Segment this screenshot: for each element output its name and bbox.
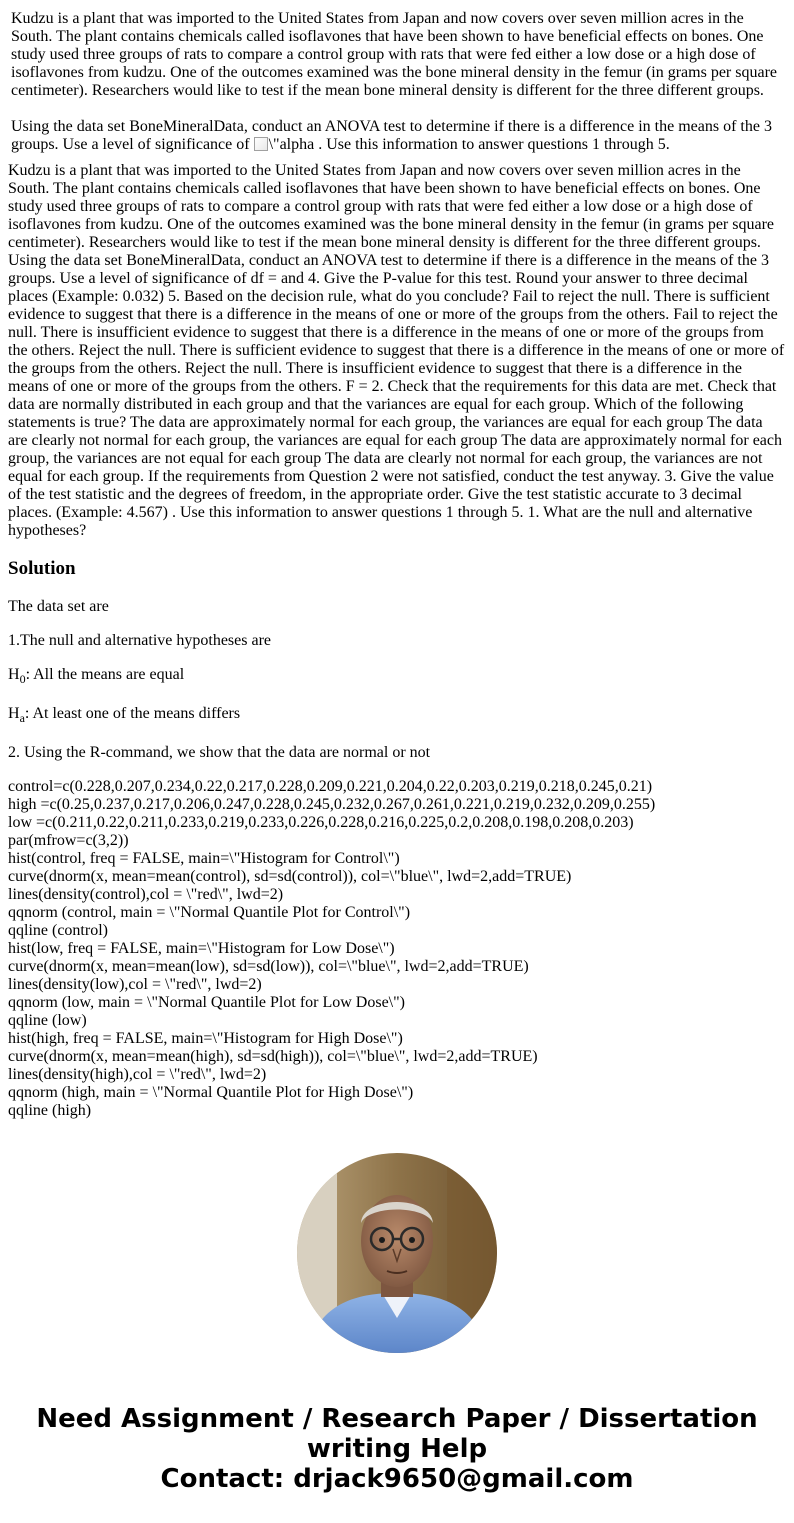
code-line: curve(dnorm(x, mean=mean(high), sd=sd(high)), col=\"blue\", lwd=2,add=TRUE)	[8, 1048, 538, 1065]
code-line: qqnorm (high, main = \"Normal Quantile Plot for High Dose\")	[8, 1084, 414, 1101]
code-line: curve(dnorm(x, mean=mean(control), sd=sd(control)), col=\"blue\", lwd=2,add=TRUE)	[8, 868, 572, 885]
question-full-text: Kudzu is a plant that was imported to the United States from Japan and now covers over seven million acres in the South. The plant contains chemicals called isoflavones that have been shown to have beneficial effects on bones. One study used three groups of rats to compare a control group with rats that were fed either a low dose or a high dose of isoflavones from kudzu. One of the outcomes examined was the bone mineral density in the femur (in grams per square centimeter). Researchers would like to test if the mean bone mineral density is different for the three different groups. Using the data set BoneMineralData, conduct an ANOVA test to determine if there is a difference in the means of the 3 groups. Use a level of significance of df = and 4. Give the P-value for this test. Round your answer to three decimal places (Example: 0.032) 5. Based on the decision rule, what do you conclude? Fail to reject the null. There is sufficient evidence to suggest that there is a difference in the means of one or more of the groups from the others. Fail to reject the null. There is insufficient evidence to suggest that there is a difference in the means of one or more of the groups from the others. Reject the null. There is sufficient evidence to suggest that there is a difference in the means of one or more of the groups from the others. Reject the null. There is insufficient evidence to suggest that there is a difference in the means of one or more of the groups from the others. F = 2. Check that the requirements for this data are met. Check that data are normally distributed in each group and that the variances are equal for each group. Which of the following statements is true? The data are approximately normal for each group, the variances are equal for each group The data are clearly not normal for each group, the variances are equal for each group The data are approximately normal for each group, the variances are not equal for each group The data are clearly not normal for each group, the variances are not equal for each group. If the requirements from Question 2 were not satisfied, conduct the test anyway. 3. Give the value of the test statistic and the degrees of freedom, in the appropriate order. Give the test statistic accurate to 3 decimal places. (Example: 4.567) . Use this information to answer questions 1 through 5. 1. What are the null and alternative hypotheses?	[8, 162, 785, 539]
code-line: lines(density(high),col = \"red\", lwd=2)	[8, 1066, 267, 1083]
instructions-text-after: . Use this information to answer questions 1 through 5.	[314, 136, 670, 153]
code-line: par(mfrow=c(3,2))	[8, 832, 129, 849]
h0-text: : All the means are equal	[25, 666, 185, 683]
code-line: qqline (low)	[8, 1012, 87, 1029]
code-line: lines(density(control),col = \"red\", lwd=2)	[8, 886, 284, 903]
code-line: control=c(0.228,0.207,0.234,0.22,0.217,0.228,0.209,0.221,0.204,0.22,0.203,0.219,0.218,0.245,0.21)	[8, 778, 653, 795]
code-line: hist(high, freq = FALSE, main=\"Histogram for High Dose\")	[8, 1030, 403, 1047]
alpha-alt-text: \"alpha	[268, 136, 315, 153]
code-line: qqline (high)	[8, 1102, 92, 1119]
code-line: qqnorm (low, main = \"Normal Quantile Plot for Low Dose\")	[8, 994, 405, 1011]
h0-letter: H	[8, 666, 20, 683]
promo-line-1: Need Assignment / Research Paper / Dissertation	[36, 1404, 758, 1434]
ha-text: : At least one of the means differs	[24, 705, 241, 722]
code-line: qqnorm (control, main = \"Normal Quantile Plot for Control\")	[8, 904, 411, 921]
author-portrait-icon	[297, 1153, 497, 1353]
code-line: lines(density(low),col = \"red\", lwd=2)	[8, 976, 262, 993]
code-line: qqline (control)	[8, 922, 108, 939]
code-line: hist(low, freq = FALSE, main=\"Histogram for Low Dose\")	[8, 940, 395, 957]
code-line: curve(dnorm(x, mean=mean(low), sd=sd(low)), col=\"blue\", lwd=2,add=TRUE)	[8, 958, 529, 975]
data-set-line: The data set are	[8, 598, 109, 615]
question-instructions	[11, 118, 783, 154]
ha-subscript: a	[19, 711, 25, 726]
code-line: low =c(0.211,0.22,0.211,0.233,0.219,0.233,0.226,0.228,0.216,0.225,0.2,0.208,0.198,0.208,0.203)	[8, 814, 634, 831]
null-hypothesis	[8, 666, 185, 687]
ha-letter: H	[8, 705, 20, 722]
solution-heading: Solution	[8, 558, 76, 579]
promo-line-2: writing Help	[306, 1434, 488, 1464]
author-avatar	[297, 1153, 497, 1353]
promo-contact-line: Contact: drjack9650@gmail.com	[160, 1464, 634, 1494]
alternative-hypothesis	[8, 705, 241, 726]
h0-subscript: 0	[19, 672, 26, 687]
step1-line: 1.The null and alternative hypotheses are	[8, 632, 272, 649]
instructions-text-before: Using the data set BoneMineralData, conduct an ANOVA test to determine if there is a difference in the means of the 3 groups. Use a level of significance of	[11, 118, 772, 153]
r-code-block	[8, 778, 655, 1120]
code-line: hist(control, freq = FALSE, main=\"Histogram for Control\")	[8, 850, 400, 867]
broken-image-icon	[254, 137, 268, 151]
step2-line: 2. Using the R-command, we show that the data are normal or not	[8, 744, 431, 761]
promo-banner	[0, 1404, 794, 1494]
question-paragraph: Kudzu is a plant that was imported to the United States from Japan and now covers over seven million acres in the South. The plant contains chemicals called isoflavones that have been shown to have beneficial effects on bones. One study used three groups of rats to compare a control group with rats that were fed either a low dose or a high dose of isoflavones from kudzu. One of the outcomes examined was the bone mineral density in the femur (in grams per square centimeter). Researchers would like to test if the mean bone mineral density is different for the three different groups.	[11, 10, 777, 99]
question-box	[11, 10, 783, 154]
code-line: high =c(0.25,0.237,0.217,0.206,0.247,0.228,0.245,0.232,0.267,0.261,0.221,0.219,0.232,0.209,0.255)	[8, 796, 656, 813]
